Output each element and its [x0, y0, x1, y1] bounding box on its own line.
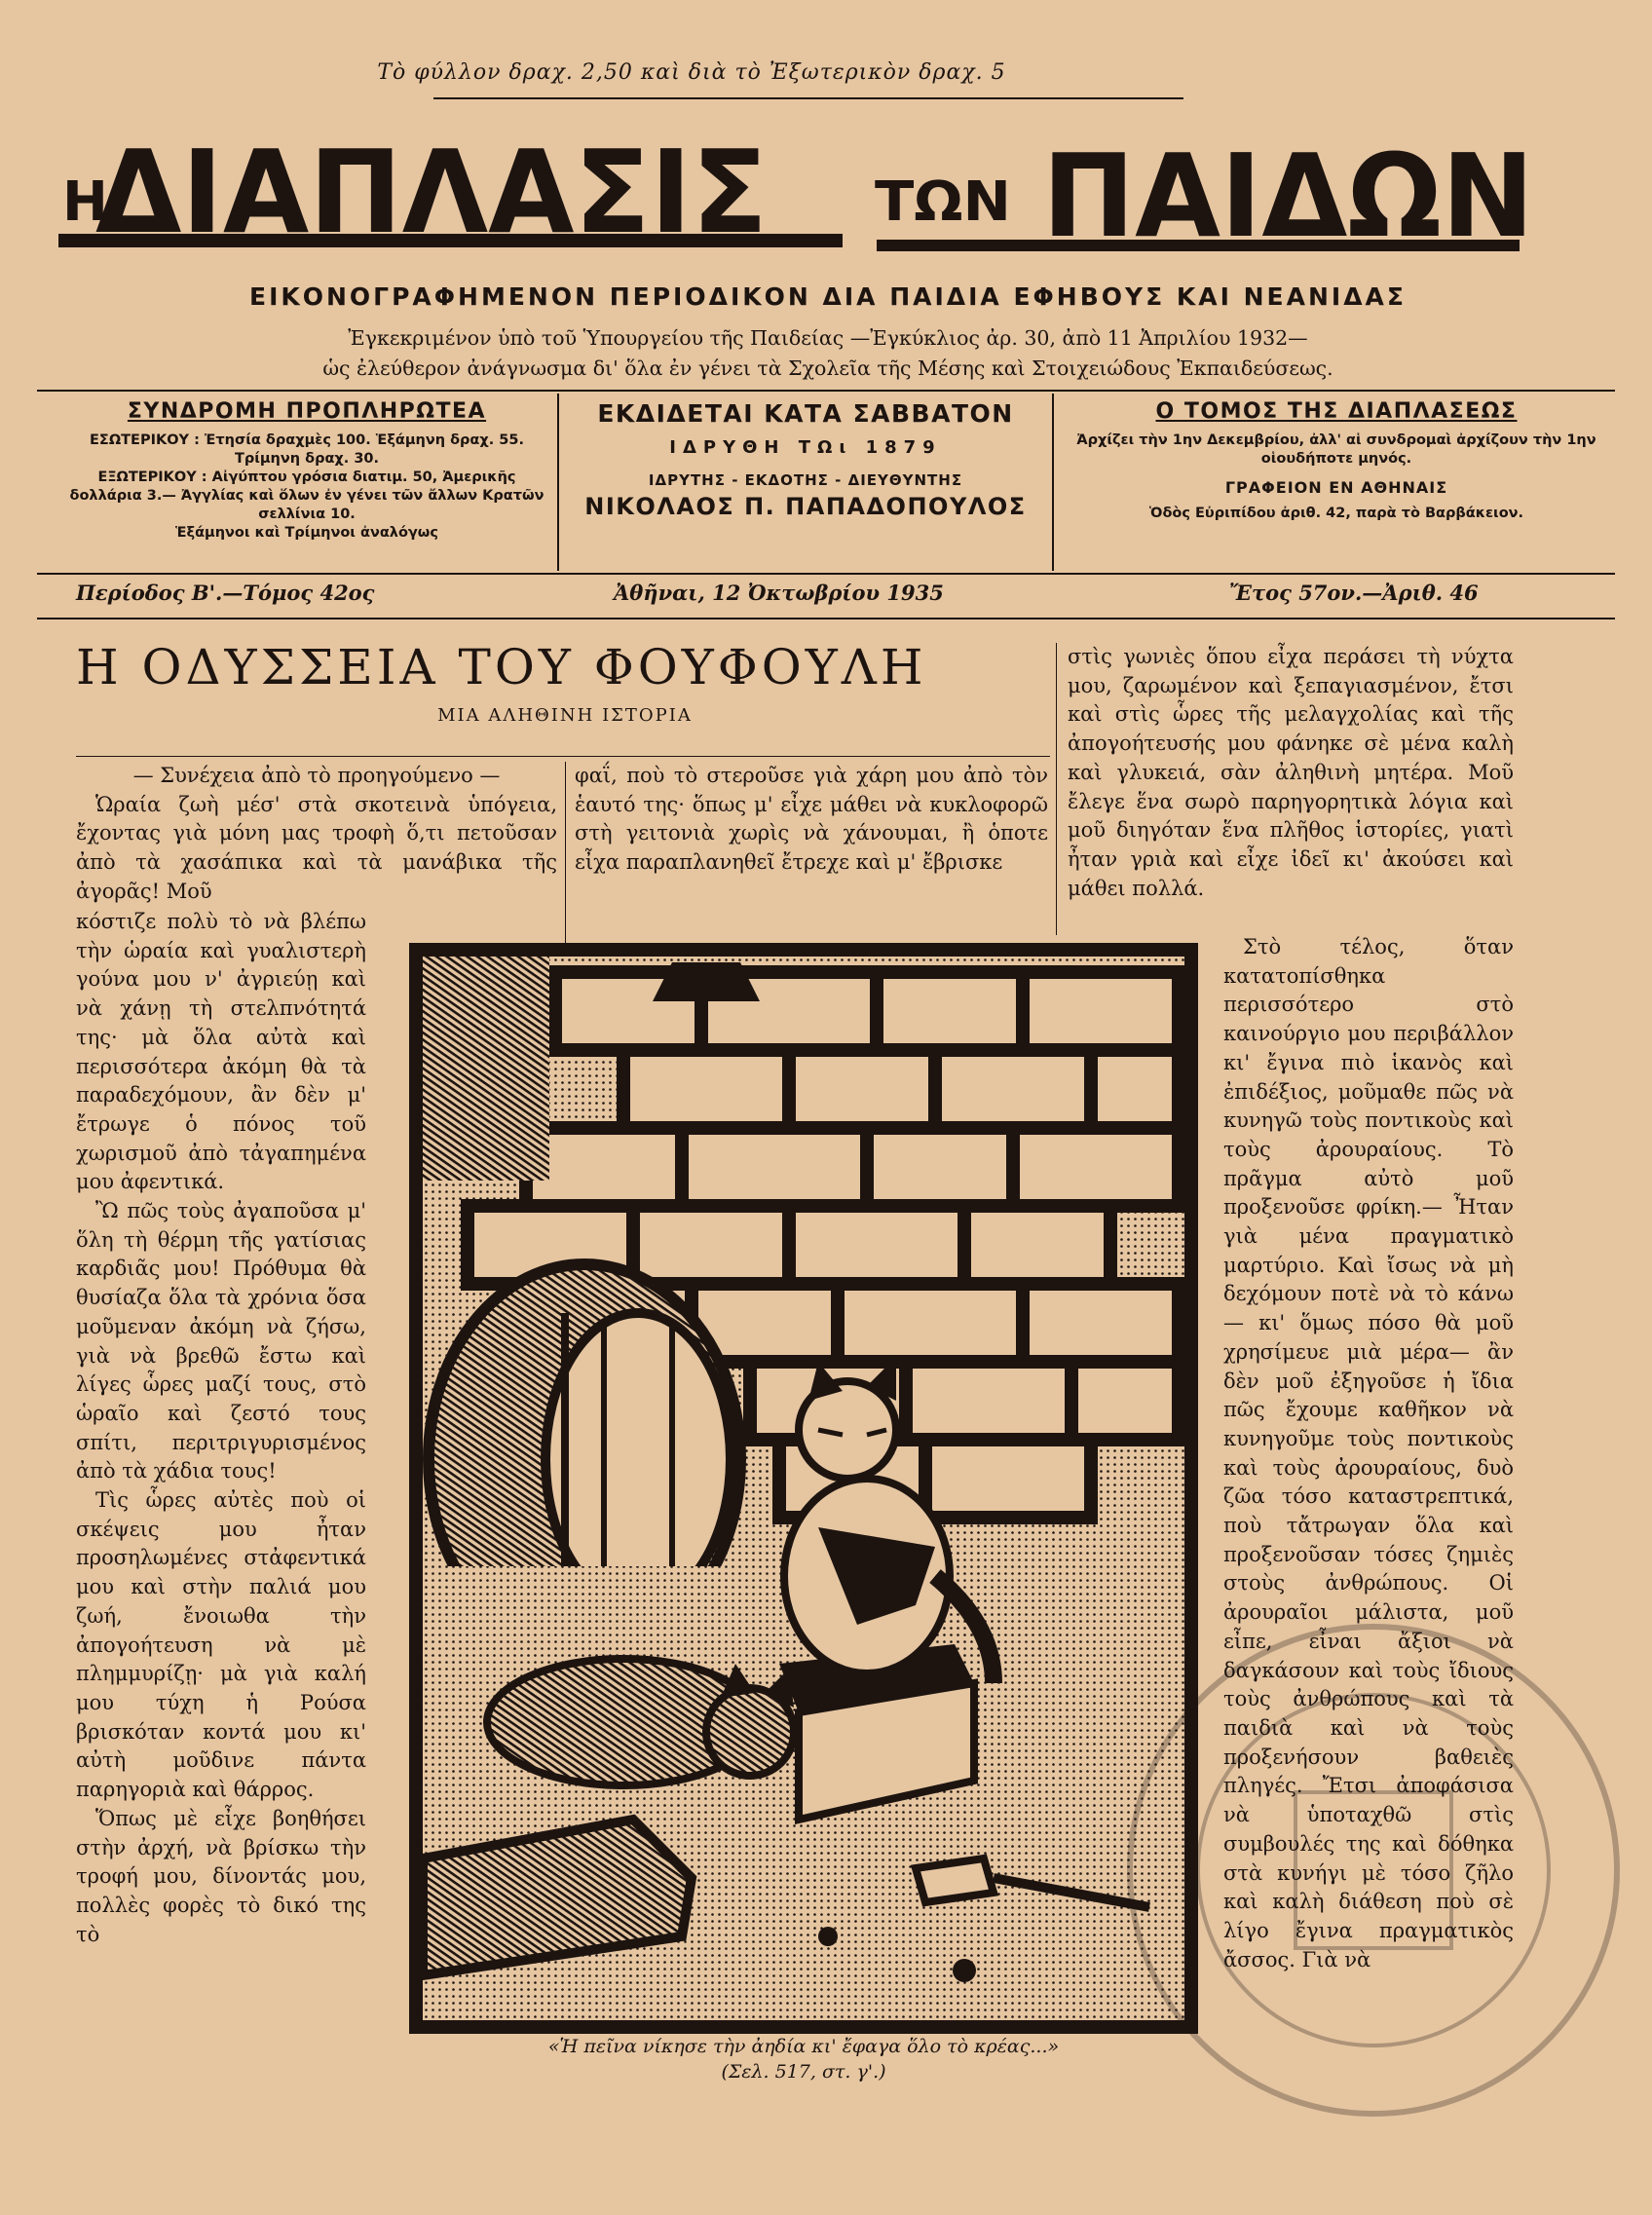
- volume-text: Ἀρχίζει τὴν 1ην Δεκεμβρίου, ἀλλ' αἱ συνδρομαὶ ἀρχίζουν τὴν 1ην οἱουδήποτε μηνός.: [1076, 432, 1596, 467]
- volume-info-box: [1066, 394, 1607, 571]
- cats-illustration: [409, 943, 1198, 2034]
- article-paragraph: στὶς γωνιὲς ὅπου εἶχα περάσει τὴ νύχτα μου, ζαρωμένον καὶ ξεπαγιασμένον, ἔτσι καὶ στὶς ὧρες τῆς μελαγχολίας καὶ τῆς ἀπογοήτευσής μου φάνηκε σὲ μένα καλὴ καὶ γλυκειά, σὰν ἀληθινὴ μητέρα. Μοῦ ἔλεγε ἕνα σωρὸ παρηγορητικὰ λόγια καὶ μοῦ διηγόταν ἕνα πλῆθος ἱστορίες, γιατὶ ἦταν γριὰ καὶ εἶχε ἰδεῖ κι' ἀκούσει καὶ μάθει πολλά.: [1068, 645, 1514, 900]
- masthead-article: Η: [62, 170, 108, 234]
- masthead-subtitle: ΕΙΚΟΝΟΓΡΑΦΗΜΕΝΟΝ ΠΕΡΙΟΔΙΚΟΝ ΔΙΑ ΠΑΙΔΙΑ ΕΦΗΒΟΥΣ ΚΑΙ ΝΕΑΝΙΔΑΣ: [249, 282, 1407, 311]
- price-line: Τὸ φύλλον δραχ. 2,50 καὶ διὰ τὸ Ἐξωτερικὸν δραχ. 5: [377, 60, 1006, 85]
- article-paragraph: Τὶς ὧρες αὐτὲς ποὺ οἱ σκέψεις μου ἦταν προσηλωμένες στἀφεντικά μου καὶ στὴν παλιά μου ζωή, ἔνοιωθα τὴν ἀπογοήτευση νὰ μὲ πλημμυρίζῃ· μὰ γιὰ καλή μου τύχη ἡ Ρούσα βρισκόταν κοντά μου κι' αὐτὴ μοῦδινε πάντα παρηγοριὰ καὶ θάρρος.: [76, 1488, 366, 1802]
- info-divider-2: [1052, 394, 1054, 571]
- masthead-title-word2: ΤΩΝ: [875, 170, 1011, 234]
- info-divider-1: [557, 394, 559, 571]
- subscription-domestic: ΕΣΩΤΕΡΙΚΟΥ : Ἐτησία δραχμὲς 100. Ἑξάμηνη δραχ. 55. Τρίμηνη δραχ. 30.: [90, 432, 524, 467]
- info-top-rule: [37, 390, 1615, 392]
- subscription-note: Ἑξάμηνοι καὶ Τρίμηνοι ἀναλόγως: [175, 525, 438, 541]
- pebble: [953, 1959, 976, 1982]
- column-rule-1: [565, 762, 566, 943]
- subscription-foreign: ΕΞΩΤΕΡΙΚΟΥ : Αἰγύπτου γρόσια διατιμ. 50, Ἀμερικῆς δολλάρια 3.— Ἀγγλίας καὶ ὅλων ἐν γένει τῶν ἄλλων Κρατῶν σελλίνια 10.: [69, 469, 544, 522]
- founded-year: ΙΔΡΥΘΗ ΤΩι 1879: [669, 437, 942, 458]
- masthead-title-word1: ΔΙΑΠΛΑΣΙΣ: [95, 125, 768, 259]
- library-stamp: [1101, 1597, 1646, 2143]
- subscription-heading: ΣΥΝΔΡΟΜΗ ΠΡΟΠΛΗΡΩΤΕΑ: [127, 399, 487, 424]
- price-rule: [433, 97, 1183, 99]
- article-paragraph: φαΐ, ποὺ τὸ στεροῦσε γιὰ χάρη μου ἀπὸ τὸν ἑαυτό της· ὅπως μ' εἶχε μάθει νὰ κυκλοφορῶ στὴ γειτονιὰ χωρὶς νὰ χάνουμαι, ἢ ὁποτε εἶχα παραπλανηθεῖ ἔτρεχε καὶ μ' ἔβρισκε: [575, 764, 1048, 875]
- publisher-box: [569, 394, 1042, 571]
- founder-name: ΝΙΚΟΛΑΟΣ Π. ΠΑΠΑΔΟΠΟΥΛΟΣ: [584, 493, 1027, 520]
- title-rule: [76, 756, 1050, 757]
- dateline-date: Ἀθῆναι, 12 Ὀκτωβρίου 1935: [614, 581, 944, 605]
- founder-title: ΙΔΡΥΤΗΣ - ΕΚΔΟΤΗΣ - ΔΙΕΥΘΥΝΤΗΣ: [648, 471, 963, 489]
- publication-frequency: ΕΚΔΙΔΕΤΑΙ ΚΑΤΑ ΣΑΒΒΑΤΟΝ: [597, 399, 1014, 428]
- subscription-box: [68, 394, 545, 571]
- office-heading: ΓΡΑΦΕΙΟΝ ΕΝ ΑΘΗΝΑΙΣ: [1224, 478, 1448, 497]
- masthead-title-word3: ΠΑΙΔΩΝ: [1042, 129, 1534, 263]
- caption-reference: (Σελ. 517, στ. γ'.): [721, 2061, 886, 2083]
- article-paragraph: Στὸ τέλος, ὅταν κατατοπίσθηκα περισσότερο στὸ καινούργιο μου περιβάλλον κι' ἔγινα πιὸ ἱκανὸς καὶ ἐπιδέξιος, μοῦμαθε πῶς νὰ κυνηγῶ τοὺς ποντικοὺς καὶ τοὺς ἀρουραίους. Τὸ πρᾶγμα αὐτὸ μοῦ προξενοῦσε φρίκη.— Ἦταν γιὰ μένα πραγματικὸ μαρτύριο. Καὶ ἴσως νὰ μὴ δεχόμουν ποτὲ νὰ τὸ κάνω— κι' ὅμως πόσο θὰ μοῦ χρησίμευε μιὰ μέρα— ἂν δὲν μοῦ ἐξηγοῦσε ἡ ἴδια πῶς ἔχουμε καθῆκον νὰ κυνηγοῦμε τοὺς ποντικοὺς καὶ τοὺς ἀρουραίους, δυὸ ζῶα τόσο καταστρεπτικά, ποὺ τἄτρωγαν ὅλα καὶ προξενοῦσαν τόσες ζημιὲς στοὺς ἀνθρώπους. Οἱ ἀρουραῖοι μάλιστα, μοῦ εἶπε, εἶναι ἄξιοι νὰ δαγκάσουν καὶ τοὺς ἴδιους τοὺς ἀνθρώπους καὶ τὰ παιδιὰ καὶ νὰ τοὺς προξενήσουν βαθειὲς πληγές. Ἔτσι ἀποφάσισα νὰ ὑποταχθῶ στὶς συμβουλές της καὶ δόθηκα στὰ κυνήγι μὲ τόσο ζῆλο καὶ καλὴ διάθεση ποὺ σὲ λίγο ἔγινα πραγματικὸς ἄσσος. Γιὰ νὰ: [1223, 935, 1514, 1971]
- article-paragraph: Ὡραία ζωὴ μέσ' στὰ σκοτεινὰ ὑπόγεια, ἔχοντας γιὰ μόνη μας τροφὴ ὅ,τι πετοῦσαν ἀπὸ τὰ χασάπικα καὶ τὰ μανάβικα τῆς ἀγορᾶς! Μοῦ: [76, 792, 557, 903]
- approval-line-2: ὡς ἐλεύθερον ἀνάγνωσμα δι' ὅλα ἐν γένει τὰ Σχολεῖα τῆς Μέσης καὶ Στοιχειώδους Ἐκπαιδεύσεως.: [322, 357, 1333, 380]
- dateline-issue: Ἔτος 57ον.—Ἀριθ. 46: [1229, 581, 1479, 605]
- info-bottom-rule: [37, 573, 1615, 575]
- dateline-period: Περίοδος Β'.—Τόμος 42ος: [76, 581, 375, 605]
- illustration-caption: [409, 2034, 1198, 2084]
- article-paragraph: Ὅπως μὲ εἶχε βοηθήσει στὴν ἀρχή, νὰ βρίσκω τὴν τροφή μου, δίνοντάς μου, πολλὲς φορὲς τὸ δικό της τὸ: [76, 1806, 366, 1946]
- approval-notice: [58, 323, 1597, 384]
- approval-line-1: Ἐγκεκριμένον ὑπὸ τοῦ Ὑπουργείου τῆς Παιδείας —Ἐγκύκλιος ἀρ. 30, ἀπὸ 11 Ἀπριλίου 1932—: [348, 326, 1308, 350]
- article-kicker: ΜΙΑ ΑΛΗΘΙΝΗ ΙΣΤΟΡΙΑ: [437, 705, 693, 726]
- article-column-1-narrow: [76, 908, 366, 1949]
- caption-text: «Ἡ πεῖνα νίκησε τὴν ἀηδία κι' ἔφαγα ὅλο τὸ κρέας...»: [547, 2036, 1060, 2057]
- window-shadow: [423, 957, 549, 1181]
- continuation-note: — Συνέχεια ἀπὸ τὸ προηγούμενο —: [132, 764, 501, 787]
- pebble: [818, 1927, 838, 1946]
- article-paragraph: Ὢ πῶς τοὺς ἀγαποῦσα μ' ὅλη τὴ θέρμη τῆς γατίσιας καρδιᾶς μου! Πρόθυμα θὰ θυσίαζα ὅλα τὰ χρόνια ὅσα μοῦμεναν ἀκόμη νὰ ζήσω, γιὰ νὰ βρεθῶ ἔστω καὶ λίγες ὧρες μαζί τους, στὸ ὡραῖο καὶ ζεστό τους σπίτι, περιτριγυρισμένος ἀπὸ τὰ χάδια τους!: [76, 1199, 366, 1483]
- column-rule-2: [1056, 643, 1057, 935]
- article-title: Η ΟΔΥΣΣΕΙΑ ΤΟΥ ΦΟΥΦΟΥΛΗ: [76, 639, 927, 695]
- article-column-3-top: [1068, 643, 1514, 903]
- soap-bar: [916, 1858, 994, 1902]
- article-column-2-top: [575, 762, 1048, 878]
- dateline-rule: [37, 618, 1615, 619]
- office-address: Ὁδὸς Εὐριπίδου ἀριθ. 42, παρὰ τὸ Βαρβάκειον.: [1148, 506, 1524, 521]
- article-paragraph: κόστιζε πολὺ τὸ νὰ βλέπω τὴν ὡραία καὶ γυαλιστερὴ γούνα μου ν' ἀγριεύῃ καὶ νὰ χάνῃ τὴ στελπνότητά της· μὰ ὅλα αὐτὰ καὶ περισσότερα ἀκόμη θὰ τὰ παραδεχόμουν, ἂν δὲν μ' ἔτρωγε ὁ πόνος τοῦ χωρισμοῦ ἀπὸ τἀγαπημένα μου ἀφεντικά.: [76, 910, 366, 1194]
- volume-heading: Ο ΤΟΜΟΣ ΤΗΣ ΔΙΑΠΛΑΣΕΩΣ: [1155, 399, 1518, 424]
- article-column-1-top: [76, 762, 557, 907]
- masthead: [58, 115, 1539, 281]
